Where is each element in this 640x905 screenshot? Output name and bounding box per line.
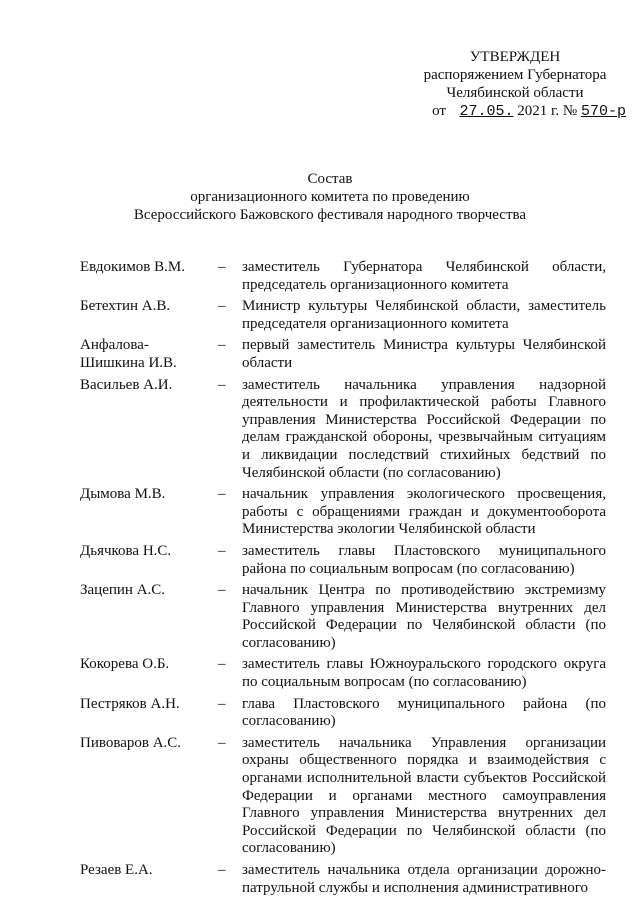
member-role: первый заместитель Министра культуры Челябинской области xyxy=(242,337,606,371)
member-row xyxy=(80,259,606,294)
member-row xyxy=(80,862,606,897)
member-role: глава Пластовского муниципального района (по согласованию) xyxy=(242,695,606,730)
document-title xyxy=(120,170,540,224)
member-role: заместитель начальника Управления организации охраны общественного порядка и взаимодействия с органами исполнительной власти субъектов Российской Федерации и органами местного самоуправления Главного управления Министерства внутренних дел Российской Федерации по Челябинской области (по согласованию) xyxy=(242,734,606,857)
member-dash: – xyxy=(218,298,226,315)
member-role: начальник Центра по противодействию экстремизму Главного управления Министерства внутренних дел Российской Федерации по Челябинской области (по согласованию) xyxy=(242,582,606,651)
order-number: 570-р xyxy=(580,103,626,120)
member-role: заместитель главы Пластовского муниципального района по социальным вопросам (по согласованию) xyxy=(242,542,606,577)
member-dash: – xyxy=(218,542,226,559)
member-dash: – xyxy=(218,486,226,503)
member-dash: – xyxy=(218,582,226,599)
member-row xyxy=(80,696,606,731)
member-name: Зацепин А.С. xyxy=(80,582,166,599)
member-row xyxy=(80,656,606,691)
member-row xyxy=(80,582,606,652)
member-role: заместитель начальника отдела организации дорожно-патрульной службы и исполнения административного xyxy=(242,862,606,896)
approval-date-line xyxy=(400,102,630,121)
member-name: Евдокимов В.М. xyxy=(80,259,185,275)
approval-status: УТВЕРЖДЕН xyxy=(469,49,561,65)
member-dash: – xyxy=(218,734,226,751)
members-list xyxy=(80,259,606,901)
member-dash: – xyxy=(218,376,226,393)
title-line-2: организационного комитета по проведению xyxy=(190,189,470,205)
member-role: заместитель начальника управления надзорной деятельности и профилактической работы Главного управления Министерства Российской Федерации по делам гражданской обороны, чрезвычайным ситуациям и ликвидации последствий стихийных бедствий по Челябинской области (по согласованию) xyxy=(242,376,606,481)
member-row xyxy=(80,735,606,858)
member-name: Дьячкова Н.С. xyxy=(80,542,172,559)
member-name: Васильев А.И. xyxy=(80,376,173,393)
member-dash: – xyxy=(218,656,226,673)
date-value: 27.05. xyxy=(459,103,514,120)
member-dash: – xyxy=(218,862,226,878)
title-line-3: Всероссийского Бажовского фестиваля народного творчества xyxy=(133,207,527,223)
member-row xyxy=(80,377,606,483)
title-line-1: Состав xyxy=(307,171,353,187)
member-row xyxy=(80,298,606,333)
member-dash: – xyxy=(218,337,226,354)
member-role: заместитель Губернатора Челябинской области, председатель организационного комитета xyxy=(242,259,606,293)
member-name: Анфалова- Шишкина И.В. xyxy=(80,337,177,371)
member-name: Бетехтин А.В. xyxy=(80,298,171,315)
member-name: Кокорева О.Б. xyxy=(80,656,170,673)
member-dash: – xyxy=(218,259,226,275)
member-name: Резаев Е.А. xyxy=(80,862,153,878)
member-role: Министр культуры Челябинской области, заместитель председателя организационного комитета xyxy=(242,298,606,332)
member-role: заместитель главы Южноуральского городского округа по социальным вопросам (по согласованию) xyxy=(242,656,606,691)
member-row xyxy=(80,543,606,578)
member-name: Пестряков А.Н. xyxy=(80,695,180,712)
date-prefix: от xyxy=(432,103,446,119)
approval-region: Челябинской области xyxy=(446,85,584,101)
member-name: Пивоваров А.С. xyxy=(80,734,182,751)
approval-block xyxy=(400,48,630,121)
member-role: начальник управления экологического просвещения, работы с обращениями граждан и документооборота Министерства экологии Челябинской области xyxy=(242,486,606,538)
member-row xyxy=(80,486,606,539)
member-row xyxy=(80,337,606,372)
year-text: 2021 г. № xyxy=(517,103,578,119)
approval-issuer: распоряжением Губернатора xyxy=(423,67,607,83)
member-dash: – xyxy=(218,695,226,712)
member-name: Дымова М.В. xyxy=(80,486,166,503)
